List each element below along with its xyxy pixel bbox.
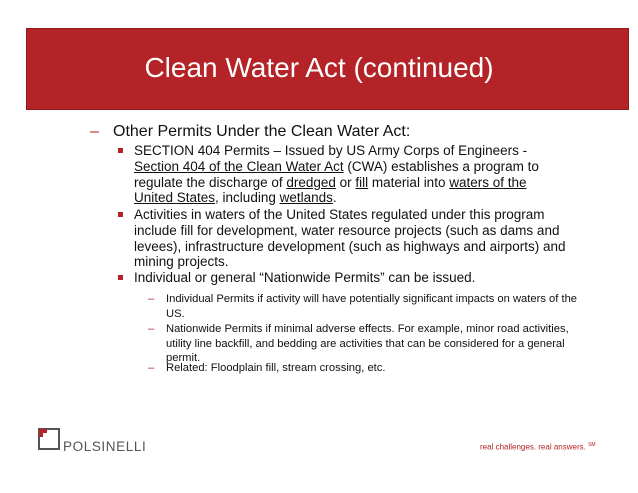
- sub-bullet-text: Related: Floodplain fill, stream crossing, etc.: [166, 362, 386, 374]
- dash-marker: –: [148, 293, 155, 305]
- text-run: material into: [368, 174, 450, 190]
- sub-bullet-related: [148, 361, 583, 376]
- tagline-text: real challenges. real answers.: [480, 442, 586, 452]
- link-dredged[interactable]: dredged: [286, 174, 336, 190]
- text-run: SECTION 404 Permits – Issued by US Army Corps of Engineers -: [134, 143, 528, 158]
- service-mark: SM: [588, 442, 596, 448]
- bullet-text: Activities in waters of the United States regulated under this program include fill for development, water resource projects (such as dams and levees), infrastructure development (such as highways and airports) and mining projects.: [134, 207, 566, 270]
- bullet-activities: [118, 207, 568, 270]
- polsinelli-logo: [38, 428, 158, 458]
- bullet-section-404: [118, 143, 568, 206]
- dash-marker: –: [90, 123, 99, 140]
- bullet-permits: [118, 270, 568, 286]
- link-wetlands[interactable]: wetlands: [279, 190, 333, 206]
- bullet-text: Individual or general “Nationwide Permits” can be issued.: [134, 270, 476, 285]
- square-bullet-icon: [118, 212, 123, 217]
- logo-text: POLSINELLI: [63, 439, 147, 454]
- text-run: , including: [215, 190, 280, 206]
- polsinelli-logo-icon: [38, 428, 62, 452]
- tagline: [480, 442, 596, 452]
- sub-bullet-individual: [148, 292, 583, 321]
- sub-bullet-nationwide: [148, 322, 583, 366]
- sub-bullet-text: Nationwide Permits if minimal adverse effects. For example, minor road activities, utility line backfill, and bedding are activities that can be considered for a general permit.: [166, 323, 569, 364]
- link-fill[interactable]: fill: [355, 174, 369, 190]
- dash-marker: –: [148, 362, 155, 374]
- link-section-404[interactable]: Section 404 of the Clean Water Act: [134, 158, 344, 174]
- text-run: (CWA) establishes a program to regulate the discharge of: [134, 158, 539, 190]
- slide-title: Clean Water Act (continued): [144, 52, 494, 83]
- link-waters-of-us[interactable]: waters of the United States: [134, 174, 527, 206]
- dash-marker: –: [148, 323, 155, 335]
- bullet-text: [134, 143, 568, 206]
- text-run: or: [335, 174, 356, 190]
- square-bullet-icon: [118, 148, 123, 153]
- text-run: .: [332, 190, 337, 206]
- sub-bullet-text: Individual Permits if activity will have potentially significant impacts on waters of the US.: [166, 293, 578, 320]
- square-bullet-icon: [118, 275, 123, 280]
- heading-text: Other Permits Under the Clean Water Act:: [113, 123, 411, 140]
